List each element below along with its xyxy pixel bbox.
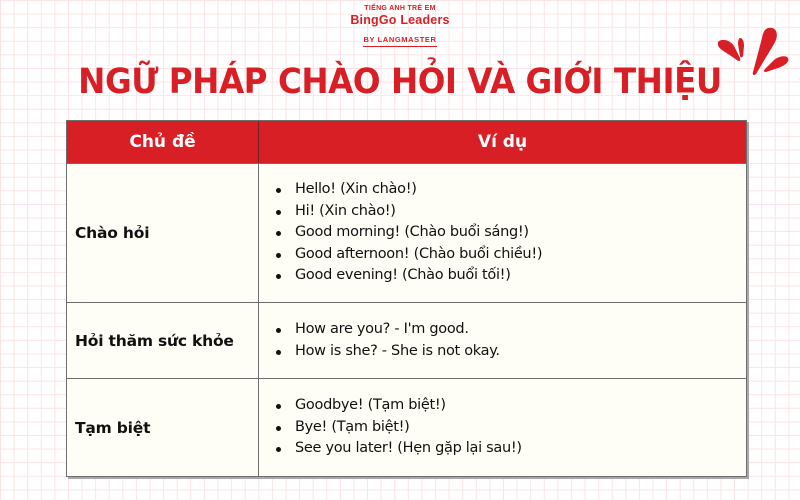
logo-tagline: TIẾNG ANH TRẺ EM	[364, 5, 436, 12]
example-item: How is she? - She is not okay.	[273, 341, 500, 363]
examples-list	[259, 319, 500, 362]
example-item: Hello! (Xin chào!)	[273, 179, 542, 201]
column-header-examples: Ví dụ	[477, 132, 528, 152]
examples-cell	[259, 164, 746, 302]
topic-cell	[67, 164, 259, 302]
example-item: Good morning! (Chào buổi sáng!)	[273, 222, 542, 244]
example-item: Good afternoon! (Chào buổi chiều!)	[273, 244, 542, 266]
example-item: Goodbye! (Tạm biệt!)	[273, 395, 522, 417]
example-item: Bye! (Tạm biệt!)	[273, 417, 522, 439]
examples-list	[259, 395, 522, 460]
table-row	[67, 303, 746, 379]
topic-label: Chào hỏi	[75, 224, 150, 242]
table-row	[67, 164, 746, 303]
example-item: How are you? - I'm good.	[273, 319, 500, 341]
table-row	[67, 379, 746, 476]
topic-label: Tạm biệt	[75, 418, 151, 437]
grammar-table	[66, 120, 747, 477]
examples-cell	[259, 379, 746, 476]
page-title: NGỮ PHÁP CHÀO HỎI VÀ GIỚI THIỆU	[78, 62, 722, 102]
logo-byline: BY LANGMASTER	[363, 35, 436, 47]
brand-logo	[340, 4, 460, 47]
table-header-row	[67, 121, 746, 164]
example-item: Good evening! (Chào buổi tối!)	[273, 265, 542, 287]
examples-cell	[259, 303, 746, 378]
topic-label: Hỏi thăm sức khỏe	[75, 331, 234, 350]
example-item: See you later! (Hẹn gặp lại sau!)	[273, 438, 522, 460]
topic-cell	[67, 303, 259, 378]
topic-cell	[67, 379, 259, 476]
logo-brand-name: BingGo Leaders	[350, 13, 450, 27]
example-item: Hi! (Xin chào!)	[273, 201, 542, 223]
column-header-topic: Chủ đề	[67, 121, 259, 163]
examples-list	[259, 179, 542, 287]
